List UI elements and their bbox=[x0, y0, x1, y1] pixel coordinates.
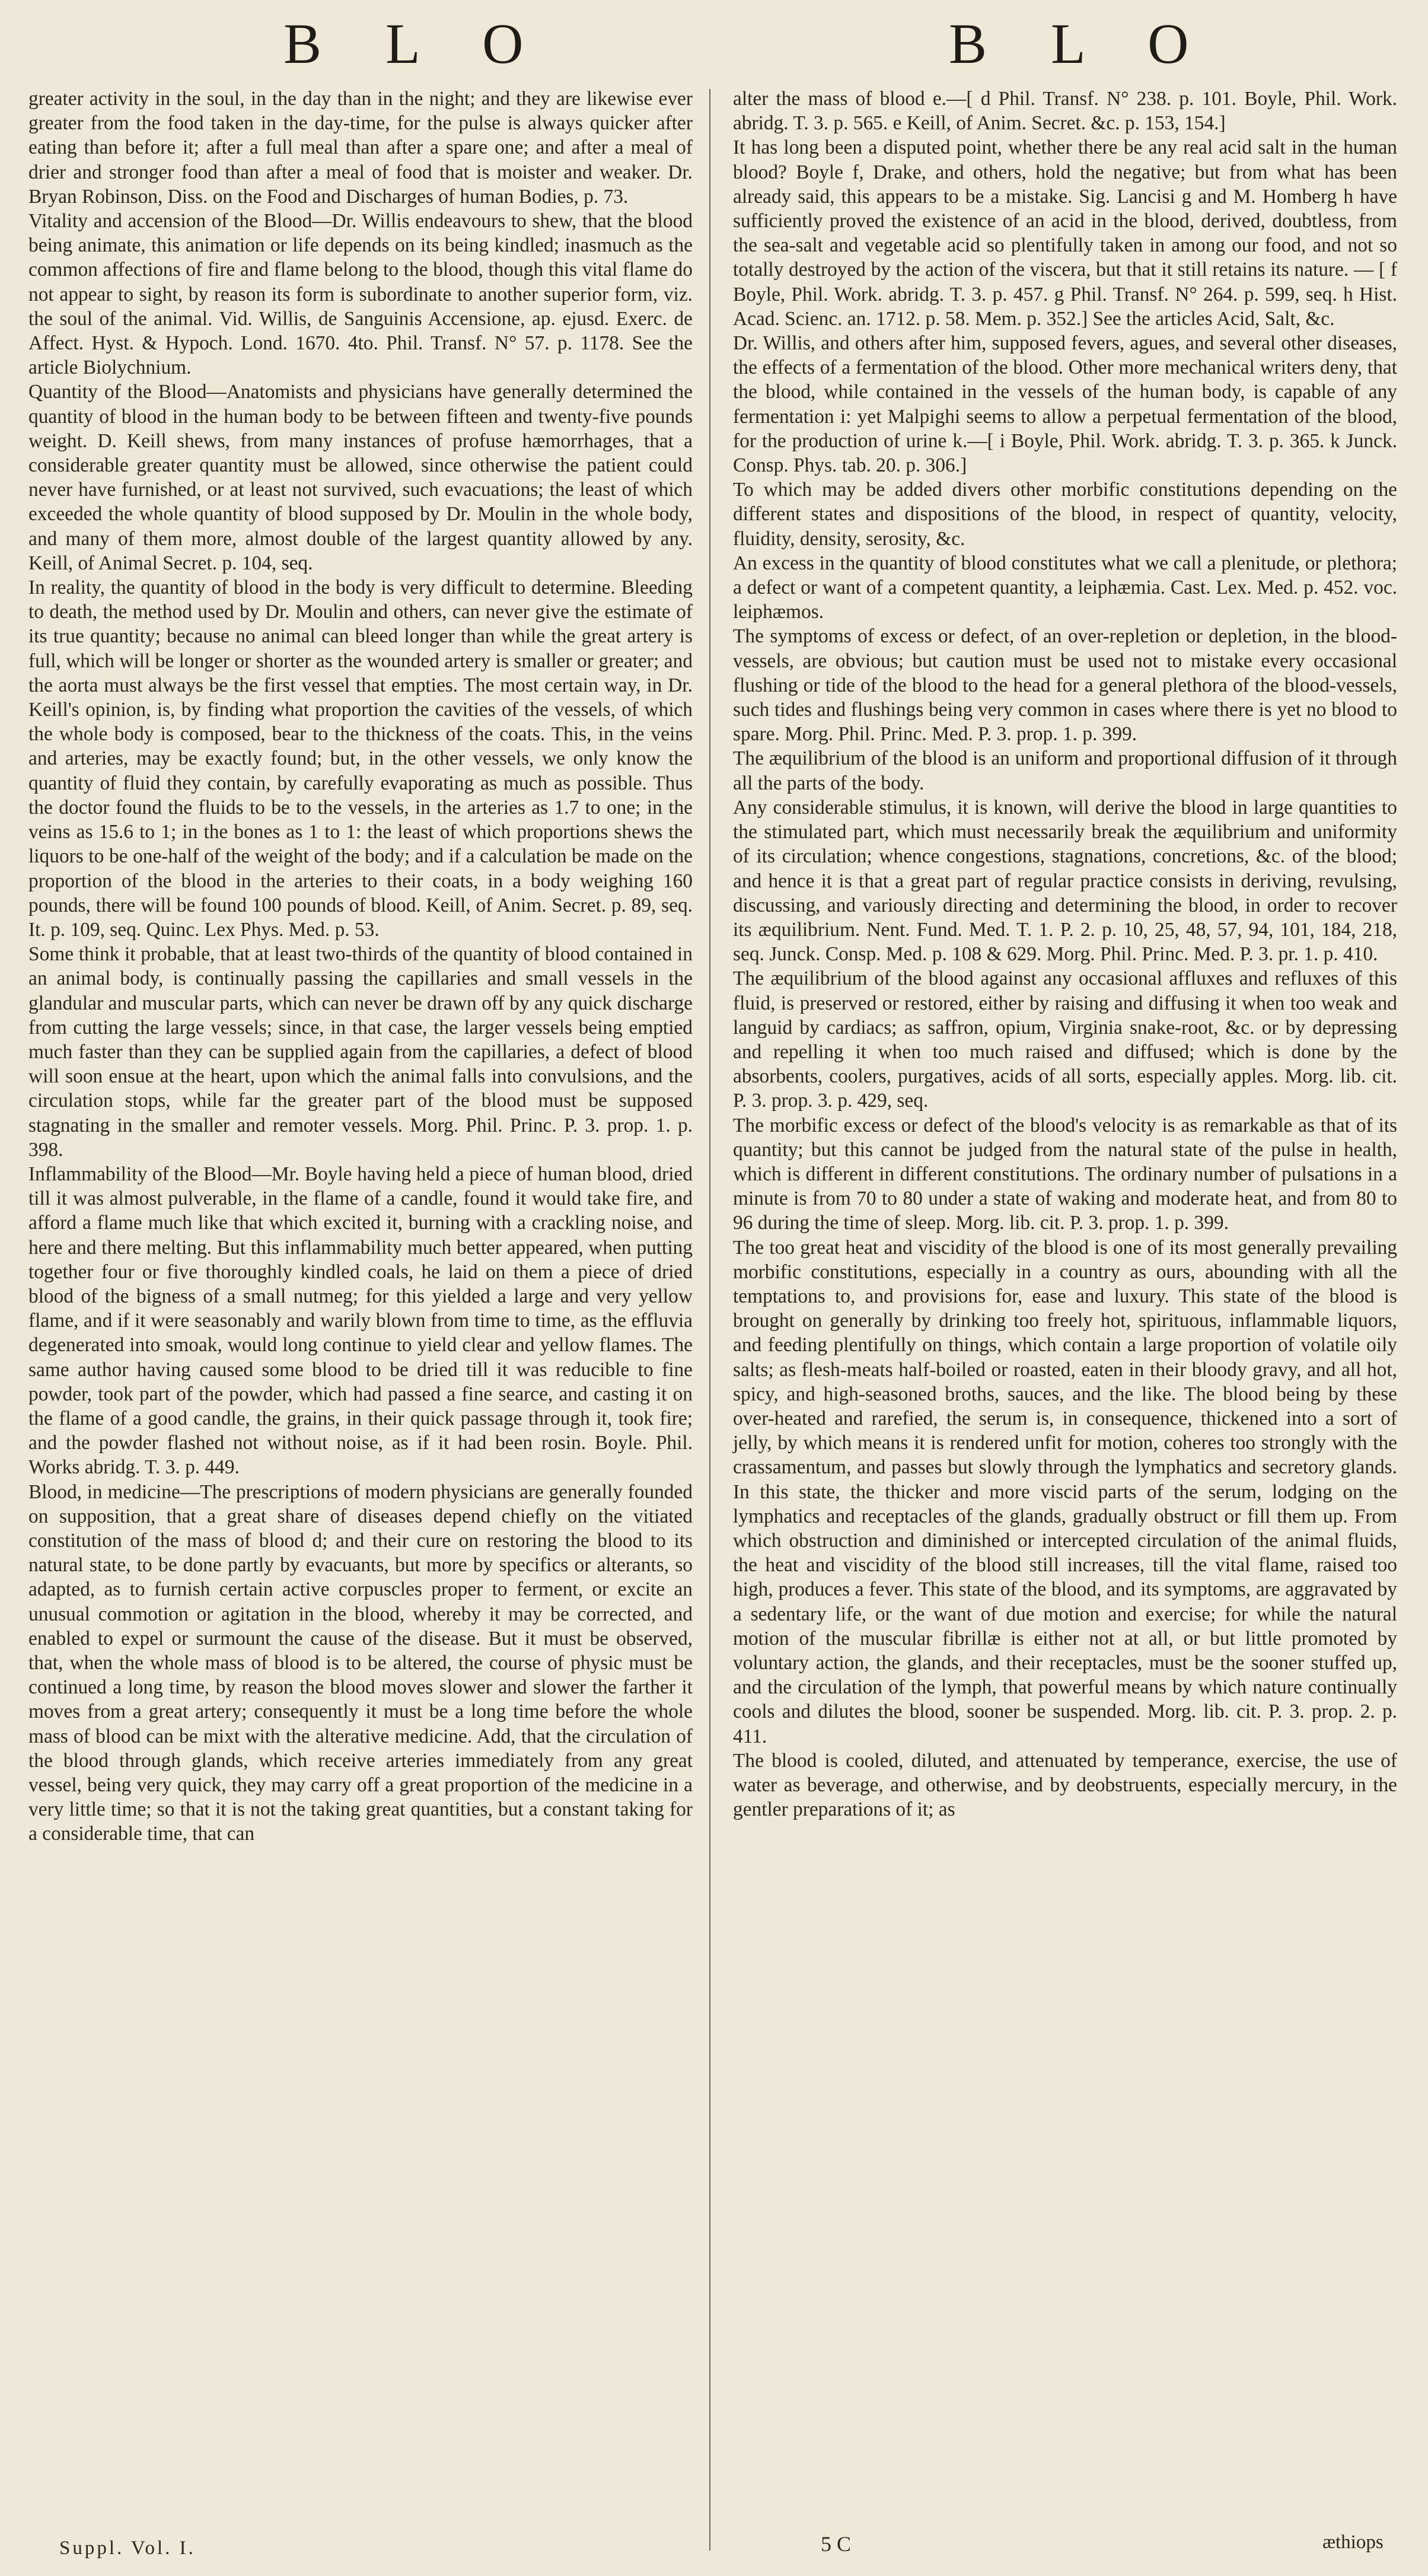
paragraph: Vitality and accension of the Blood—Dr. Willis endeavours to shew, that the blood being animate, this animation or life depends on its being kindled; inasmuch as the common affections of fire and flame belong to the blood, though this vital flame do not appear to sight, by reason its form is subordinate to another superior form, viz. the soul of the animal. Vid. Willis, de Sanguinis Accensione, ap. ejusd. Exerc. de Affect. Hyst. & Hypoch. Lond. 1670. 4to. Phil. Transf. N° 57. p. 1178. See the article Biolychnium. bbox=[28, 210, 693, 379]
paragraph: The too great heat and viscidity of the blood is one of its most generally prevailing morbific constitutions, especially in a country as ours, abounding with all the temptations to, and provisions for, ease and luxury. This state of the blood is brought on generally by drinking too freely hot, spirituous, inflammable liquors, and feeding plentifully on things, which contain a large proportion of volatile oily salts; as flesh-meats half-boiled or roasted, eaten in their bloody gravy, and all hot, spicy, and high-seasoned broths, sauces, and the like. The blood being by these over-heated and rarefied, the serum is, in consequence, thickened into a sort of jelly, by which means it is rendered unfit for motion, coheres too strongly with the crassamentum, and passes but slowly through the lymphatics and secretory glands. In this state, the thicker and more viscid parts of the serum, lodging on the lymphatics and receptacles of the glands, gradually obstruct or fill them up. From which obstruction and diminished or intercepted circulation of the animal fluids, the heat and viscidity of the blood still increases, till the vital flame, raised too high, produces a fever. This state of the blood, and its symptoms, are aggravated by a sedentary life, or the want of due motion and exercise; for while the natural motion of the muscular fibrillæ is either not at all, or but little promoted by voluntary action, the glands, and their receptacles, must be the sooner stuffed up, and the circulation of the lymph, that powerful means by which nature continually cools and dilutes the blood, sooner be suspended. Morg. lib. cit. P. 3. prop. 2. p. 411. bbox=[733, 1236, 1397, 1747]
paragraph: The morbific excess or defect of the blood's velocity is as remarkable as that of its quantity; but this cannot be judged from the natural state of the pulse in health, which is different in different constitutions. The ordinary number of pulsations in a minute is from 70 to 80 under a state of waking and moderate heat, and from 80 to 96 during the time of sleep. Morg. lib. cit. P. 3. prop. 1. p. 399. bbox=[733, 1114, 1397, 1234]
column-rule bbox=[709, 89, 710, 2550]
paragraph: An excess in the quantity of blood constitutes what we call a plenitude, or plethora; a defect or want of a competent quantity, a leiphæmia. Cast. Lex. Med. p. 452. voc. leiphæmos. bbox=[733, 552, 1397, 623]
paragraph: In reality, the quantity of blood in the body is very difficult to determine. Bleeding to death, the method used by Dr. Moulin and others, can never give the estimate of its true quantity; because no animal can bleed longer than while the great artery is full, which will be longer or shorter as the wounded artery is smaller or greater; and the aorta must always be the first vessel that empties. The most certain way, in Dr. Keill's opinion, is, by finding what proportion the cavities of the vessels, of which the whole body is composed, bear to the thickness of the coats. This, in the veins and arteries, may be exactly found; but, in the other vessels, we only know the quantity of fluid they contain, by carefully evaporating as much as possible. Thus the doctor found the fluids to be to the vessels, in the arteries as 1.7 to one; in the veins as 15.6 to 1; in the bones as 1 to 1: the least of which proportions shews the liquors to be one-half of the weight of the body; and if a calculation be made on the proportion of the blood in the arteries to their coats, in a body weighing 160 pounds, there will be found 100 pounds of blood. Keill, of Anim. Secret. p. 89, seq. It. p. 109, seq. Quinc. Lex Phys. Med. p. 53. bbox=[28, 577, 693, 941]
paragraph: Dr. Willis, and others after him, supposed fevers, agues, and several other diseases, the effects of a fermentation of the blood. Other more mechanical writers deny, that the blood, while contained in the vessels of the human body, is capable of any fermentation i: yet Malpighi seems to allow a perpetual fermentation of the blood, for the production of urine k.—[ i Boyle, Phil. Work. abridg. T. 3. p. 365. k Junck. Consp. Phys. tab. 20. p. 306.] bbox=[733, 332, 1397, 477]
paragraph: Blood, in medicine—The prescriptions of modern physicians are generally founded on supposition, that a great share of diseases depend chiefly on the vitiated constitution of the mass of blood d; and their cure on restoring the blood to its natural state, to be done partly by evacuants, but more by specifics or alterants, so adapted, as to furnish certain active corpuscles proper to ferment, or excite an unusual commotion or agitation in the blood, whereby it may be corrected, and enabled to expel or surmount the cause of the disease. But it must be observed, that, when the whole mass of blood is to be altered, the course of physic must be continued a long time, by reason the blood moves slower and slower the farther it moves from a great artery; consequently it must be a long time before the whole mass of blood can be mixt with the alterative medicine. Add, that the circulation of the blood through glands, which receive arteries immediately from any great vessel, being very quick, they may carry off a great proportion of the medicine in a very little time; so that it is not the taking great quantities, but a constant taking for a considerable time, that can bbox=[28, 1480, 693, 1845]
paragraph: Quantity of the Blood—Anatomists and physicians have generally determined the quantity of blood in the human body to be between fifteen and twenty-five pounds weight. D. Keill shews, from many instances of profuse hæmorrhages, that a considerable greater quantity must be allowed, since otherwise the patient could never have furnished, or at least not survived, such evacuations; the least of which exceeded the whole quantity of blood supposed by Dr. Moulin in the whole body, and many of them more, almost double of the largest quantity allowed by any. Keill, of Animal Secret. p. 104, seq. bbox=[28, 381, 693, 574]
paragraph: Any considerable stimulus, it is known, will derive the blood in large quantities to the stimulated part, which must necessarily break the æquilibrium and uniformity of its circulation; whence congestions, stagnations, concretions, &c. of the blood; and hence it is that a great part of regular practice consists in deriving, revulsing, discussing, and variously directing and determining the blood, in order to recover its æquilibrium. Nent. Fund. Med. T. 1. P. 2. p. 10, 25, 48, 57, 94, 101, 184, 218, seq. Junck. Consp. Med. p. 108 & 629. Morg. Phil. Princ. Med. P. 3. pr. 1. p. 410. bbox=[733, 796, 1397, 966]
paragraph: The æquilibrium of the blood is an uniform and proportional diffusion of it through all the parts of the body. bbox=[733, 747, 1397, 794]
running-head-right: B L O bbox=[949, 12, 1214, 75]
paragraph: To which may be added divers other morbific constitutions depending on the different states and dispositions of the blood, in respect of quantity, velocity, fluidity, density, serosity, &c. bbox=[733, 479, 1397, 550]
volume-footer: Suppl. Vol. I. bbox=[59, 2537, 196, 2559]
signature-mark: 5 C bbox=[821, 2532, 852, 2556]
catchword: æthiops bbox=[1322, 2532, 1384, 2553]
paragraph: greater activity in the soul, in the day than in the night; and they are likewise ever greater from the food taken in the day-time, for the pulse is always quicker after eating than before it; after a full meal than after a spare one; and after a meal of drier and stronger food than after a meal of food that is moister and weaker. Dr. Bryan Robinson, Diss. on the Food and Discharges of human Bodies, p. 73. bbox=[28, 88, 693, 208]
running-head-left: B L O bbox=[283, 12, 549, 75]
paragraph: The blood is cooled, diluted, and attenuated by temperance, exercise, the use of water as beverage, and otherwise, and by deobstruents, especially mercury, in the gentler preparations of it; as bbox=[733, 1749, 1397, 1821]
paragraph: The æquilibrium of the blood against any occasional affluxes and refluxes of this fluid, is preserved or restored, either by raising and diffusing it when too weak and languid by cardiacs; as saffron, opium, Virginia snake-root, &c. or by depressing and repelling it when too much raised and diffused; which is done by the absorbents, coolers, purgatives, acids of all sorts, especially apples. Morg. lib. cit. P. 3. prop. 3. p. 429, seq. bbox=[733, 967, 1397, 1112]
paragraph: It has long been a disputed point, whether there be any real acid salt in the human blood? Boyle f, Drake, and others, hold the negative; but from what has been already said, this appears to be a mistake. Sig. Lancisi g and M. Homberg h have sufficiently proved the existence of an acid in the blood, derived, doubtless, from the sea-salt and vegetable acid so plentifully taken in among our food, and not so totally destroyed by the action of the viscera, but that it still retains its nature. — [ f Boyle, Phil. Work. abridg. T. 3. p. 457. g Phil. Transf. N° 264. p. 599, seq. h Hist. Acad. Scienc. an. 1712. p. 58. Mem. p. 352.] See the articles Acid, Salt, &c. bbox=[733, 136, 1397, 330]
paragraph: alter the mass of blood e.—[ d Phil. Transf. N° 238. p. 101. Boyle, Phil. Work. abridg. T. 3. p. 565. e Keill, of Anim. Secret. &c. p. 153, 154.] bbox=[733, 88, 1397, 135]
right-column bbox=[733, 87, 1397, 1822]
left-column bbox=[28, 87, 693, 1846]
paragraph: Some think it probable, that at least two-thirds of the quantity of blood contained in an animal body, is continually passing the capillaries and small vessels in the glandular and muscular parts, which can never be drawn off by any quick discharge from cutting the large vessels; since, in that case, the larger vessels being emptied much faster than they can be supplied again from the capillaries, a defect of blood will soon ensue at the heart, upon which the animal falls into convulsions, and the circulation stops, while far the greater part of the blood must be supposed stagnating in the smaller and remoter vessels. Morg. Phil. Princ. P. 3. prop. 1. p. 398. bbox=[28, 943, 693, 1161]
paragraph: Inflammability of the Blood—Mr. Boyle having held a piece of human blood, dried till it was almost pulverable, in the flame of a candle, found it would take fire, and afford a flame much like that which excited it, burning with a crackling noise, and here and there melting. But this inflammability much better appeared, when putting together four or five thoroughly kindled coals, he laid on them a piece of dried blood of the bigness of a small nutmeg; for this yielded a large and very yellow flame, and if it were seasonably and warily blown from time to time, as the effluvia degenerated into smoak, would long continue to yield clear and yellow flames. The same author having caused some blood to be dried till it was reducible to fine powder, took part of the powder, which had passed a fine searce, and casting it on the flame of a good candle, the grains, in their quick passage through it, took fire; and the powder flashed not without noise, as if it had been rosin. Boyle. Phil. Works abridg. T. 3. p. 449. bbox=[28, 1163, 693, 1479]
running-head bbox=[0, 11, 1428, 82]
paragraph: The symptoms of excess or defect, of an over-repletion or depletion, in the blood-vessels, are obvious; but caution must be used not to mistake every occasional flushing or tide of the blood to the head for a general plethora of the blood-vessels, such tides and flushings being very common in cases where there is yet no blood to spare. Morg. Phil. Princ. Med. P. 3. prop. 1. p. 399. bbox=[733, 625, 1397, 746]
